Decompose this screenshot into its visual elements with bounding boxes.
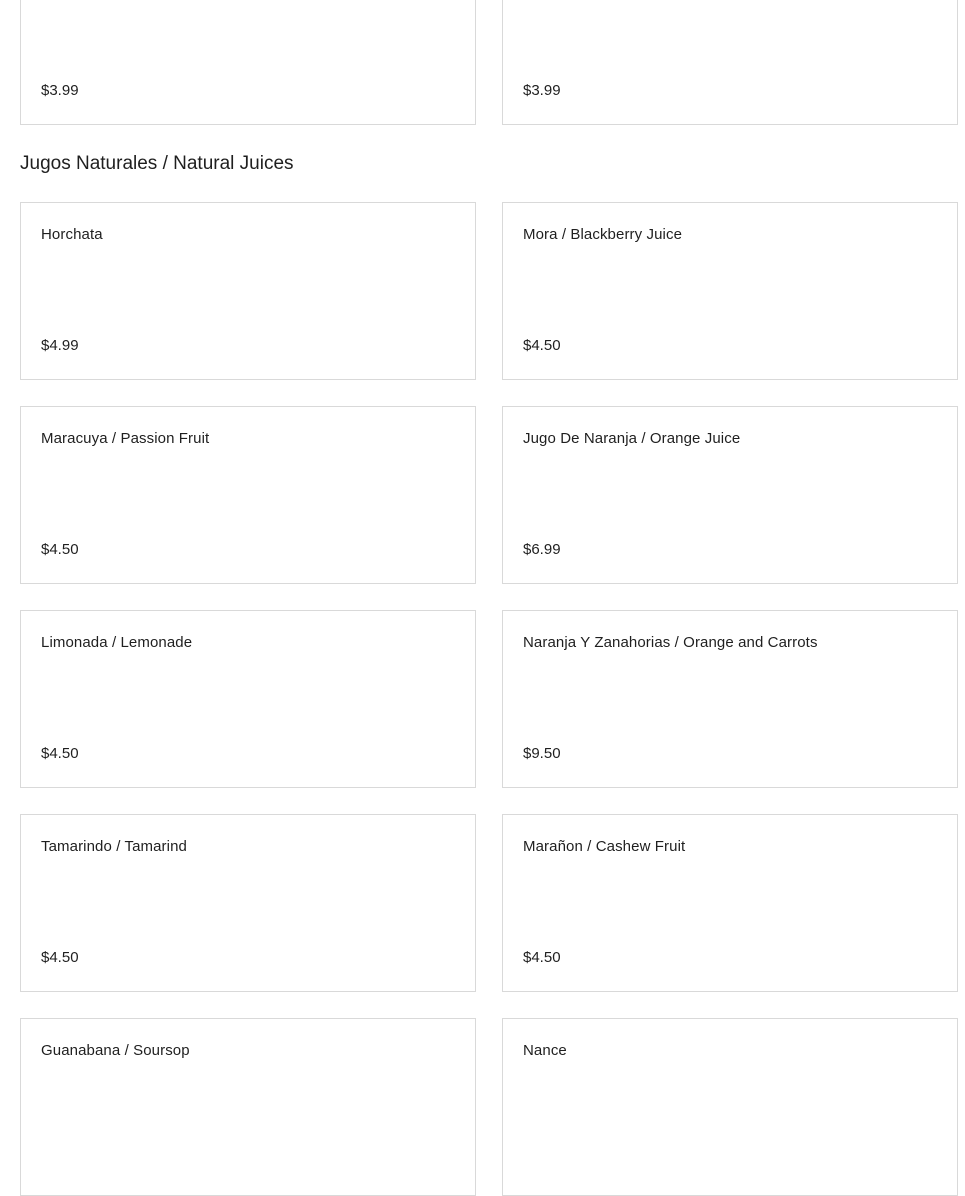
- menu-item-card[interactable]: [502, 0, 958, 125]
- menu-item-name: Horchata: [41, 226, 103, 243]
- menu-item-price: $9.50: [523, 745, 561, 762]
- menu-item-card[interactable]: [20, 1018, 476, 1196]
- menu-item-name: Guanabana / Soursop: [41, 1042, 190, 1059]
- menu-item-price: $4.50: [41, 949, 79, 966]
- menu-item-price: $4.99: [41, 337, 79, 354]
- menu-item-card[interactable]: [502, 814, 958, 992]
- menu-item-name: Mora / Blackberry Juice: [523, 226, 683, 243]
- menu-item-card[interactable]: [502, 202, 958, 380]
- menu-item-price: $4.50: [523, 337, 561, 354]
- menu-item-name: Marañon / Cashew Fruit: [523, 838, 686, 855]
- menu-item-price: $4.50: [41, 745, 79, 762]
- menu-item-card[interactable]: [20, 406, 476, 584]
- menu-item-card[interactable]: [20, 610, 476, 788]
- menu-item-card[interactable]: [502, 610, 958, 788]
- menu-item-name: Maracuya / Passion Fruit: [41, 430, 210, 447]
- menu-item-card[interactable]: [502, 1018, 958, 1196]
- menu-item-price: $4.50: [41, 541, 79, 558]
- menu-item-name: Naranja Y Zanahorias / Orange and Carrots: [523, 634, 818, 651]
- menu-item-price: $4.50: [523, 949, 561, 966]
- section-title: Jugos Naturales / Natural Juices: [20, 153, 294, 174]
- menu-item-price: $6.99: [523, 541, 561, 558]
- menu-item-card[interactable]: [20, 814, 476, 992]
- menu-item-name: Tamarindo / Tamarind: [41, 838, 187, 855]
- menu-item-name: Jugo De Naranja / Orange Juice: [523, 430, 741, 447]
- menu-item-price: $3.99: [523, 82, 561, 99]
- menu-item-name: Nance: [523, 1042, 567, 1059]
- menu-item-name: Limonada / Lemonade: [41, 634, 193, 651]
- menu-item-card[interactable]: [502, 406, 958, 584]
- menu-item-card[interactable]: [20, 0, 476, 125]
- menu-item-price: $3.99: [41, 82, 79, 99]
- menu-item-card[interactable]: [20, 202, 476, 380]
